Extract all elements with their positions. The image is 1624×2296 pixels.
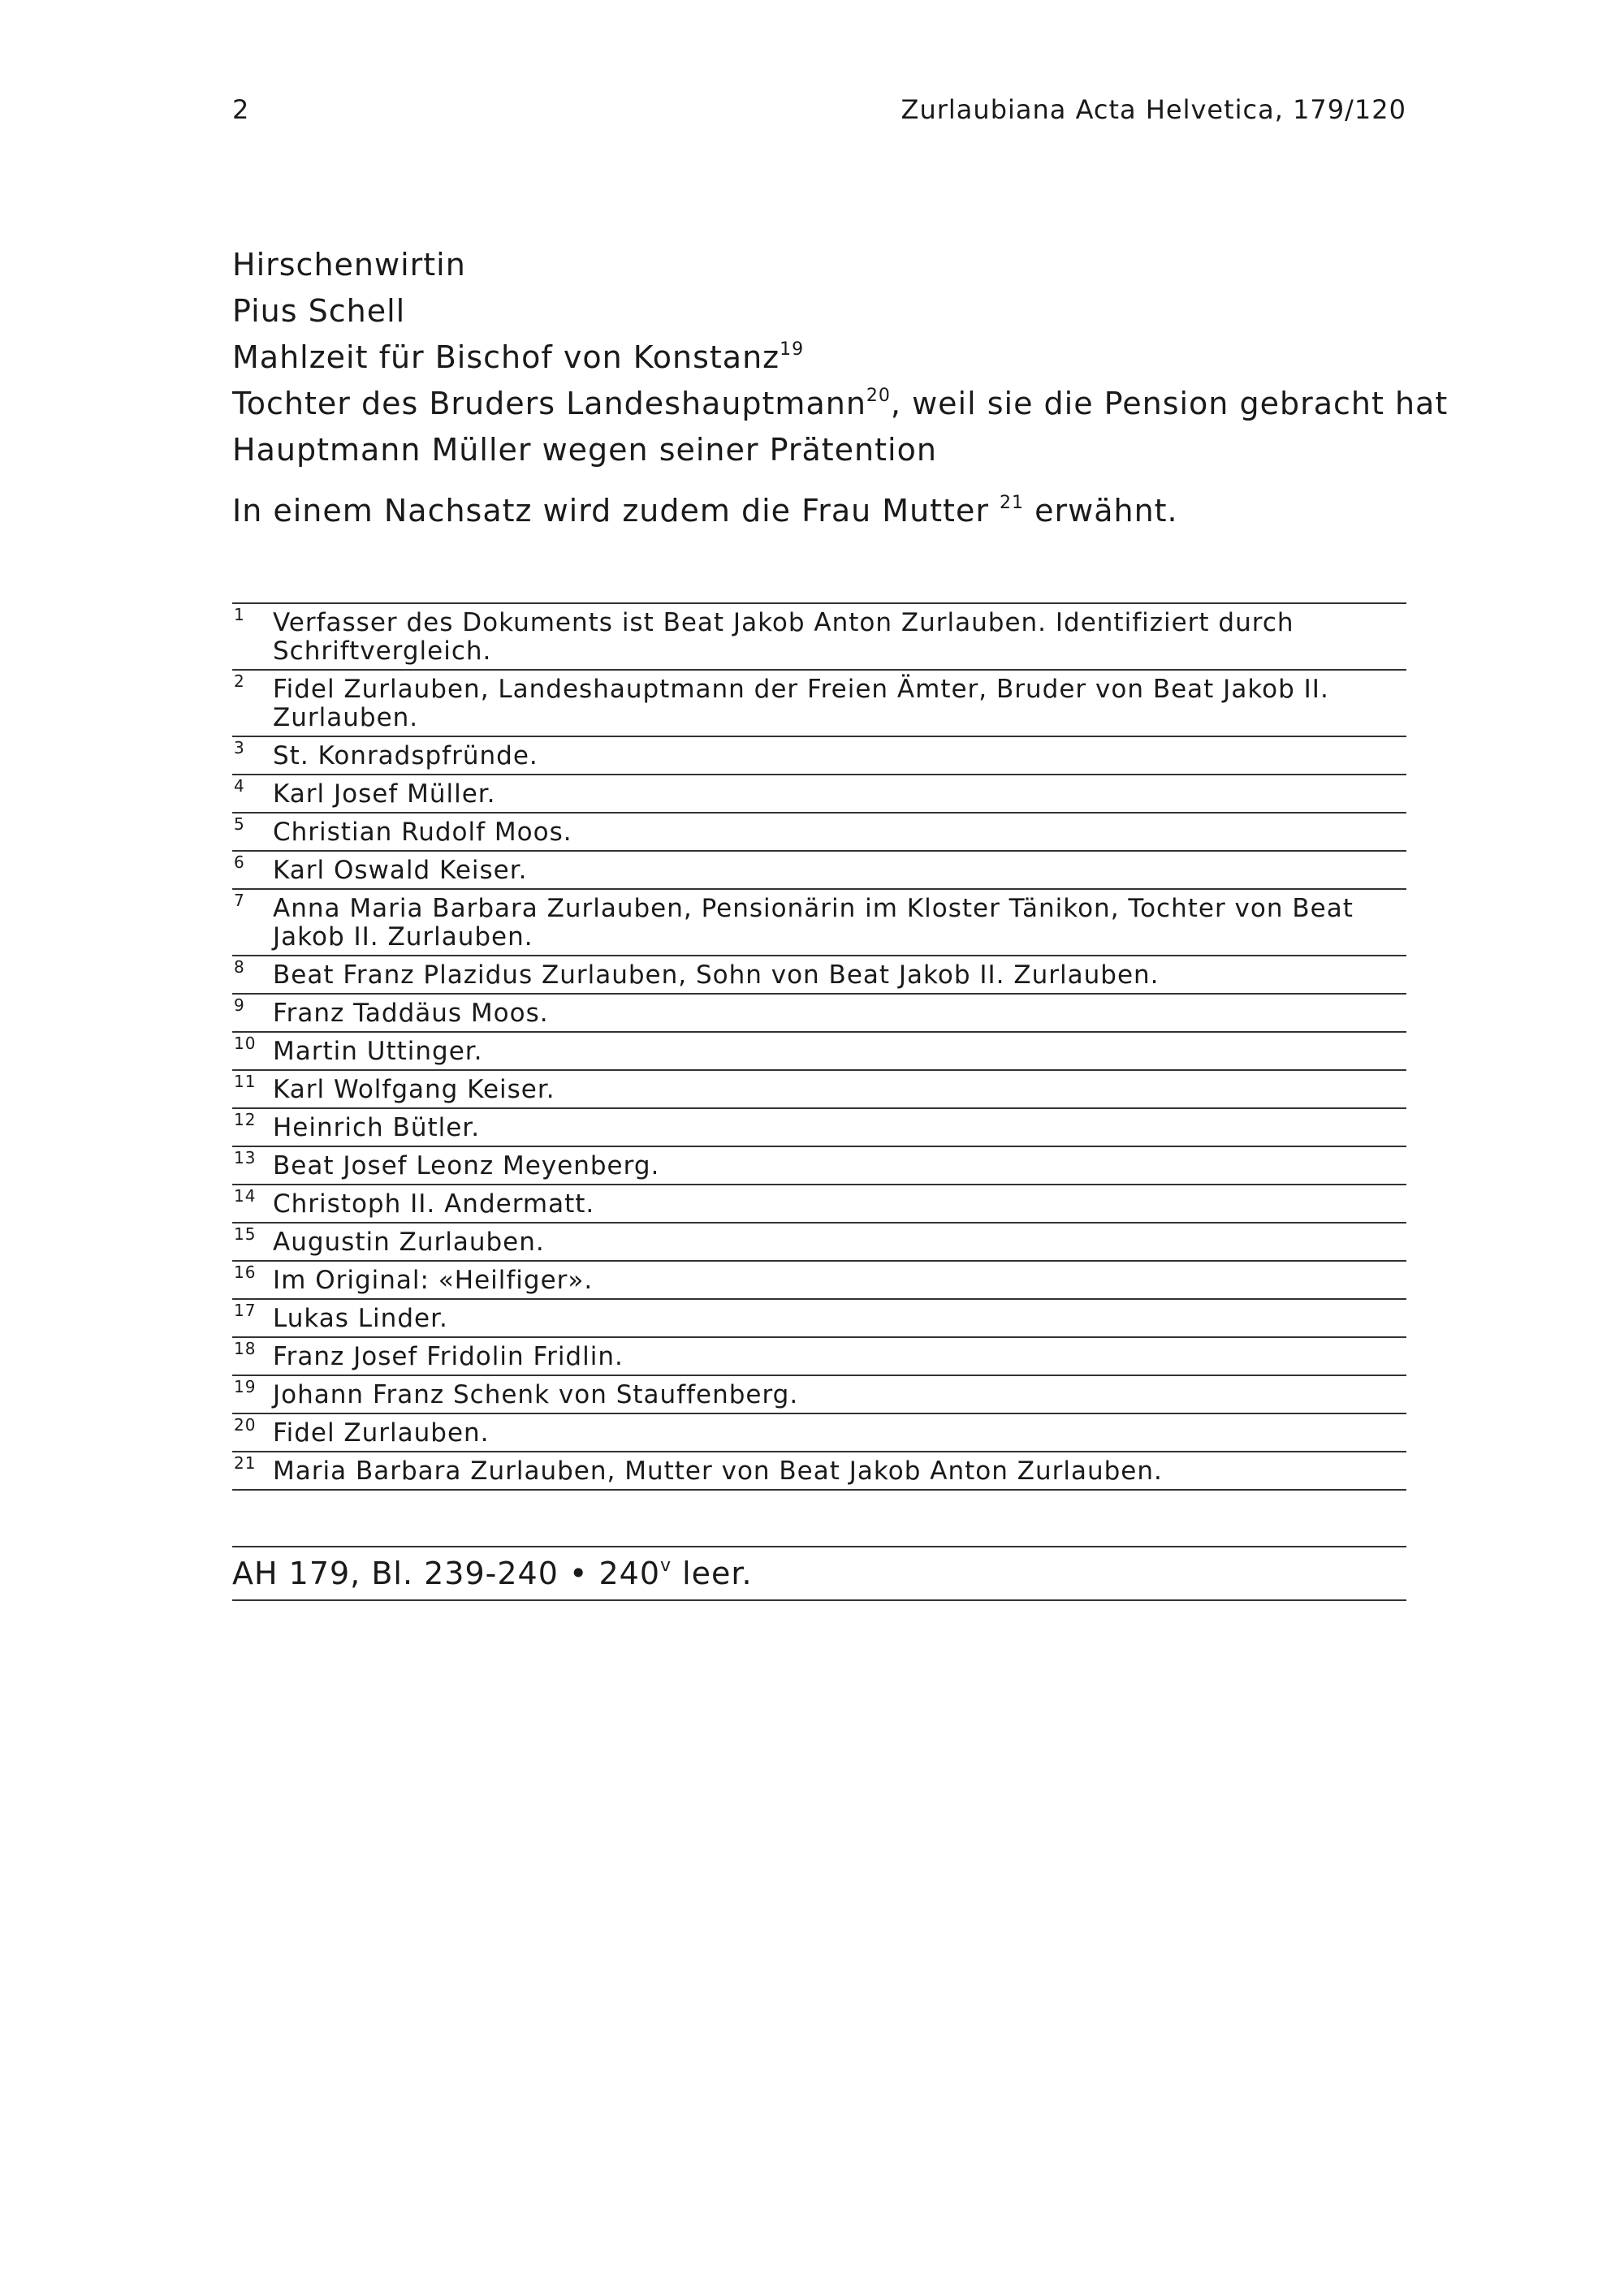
body-line: Hauptmann Müller wegen seiner Prätention [232,432,937,468]
footnote-number: 17 [234,1301,257,1320]
footnote-item [232,1338,1406,1376]
footnote-text: Fidel Zurlauben, Landeshauptmann der Freien Ämter, Bruder von Beat Jakob II. Zurlauben. [273,675,1329,732]
footnote-item [232,1147,1406,1185]
footnote-text: Anna Maria Barbara Zurlauben, Pensionärin im Kloster Tänikon, Tochter von Beat Jakob II. Zurlauben. [273,894,1354,952]
footnote-number: 7 [234,891,245,910]
footnote-item [232,1185,1406,1224]
footnote-text: Lukas Linder. [273,1304,448,1333]
footnote-item [232,890,1406,956]
footnote-item [232,1109,1406,1147]
footnote-number: 5 [234,814,245,834]
footnote-number: 15 [234,1224,257,1244]
source-reference: AH 179, Bl. 239-240 • 240$^v$ leer. [232,1546,1406,1601]
footnote-text: Augustin Zurlauben. [273,1228,545,1257]
body-line: Pius Schell [232,293,406,329]
footnote-item [232,1376,1406,1414]
footnote-text: Beat Franz Plazidus Zurlauben, Sohn von Beat Jakob II. Zurlauben. [273,960,1160,990]
footnote-item [232,1262,1406,1300]
footnote-number: 19 [234,1377,257,1396]
footnote-text: Karl Oswald Keiser. [273,856,528,885]
footnote-text: Maria Barbara Zurlauben, Mutter von Beat Jakob Anton Zurlauben. [273,1457,1163,1486]
footnote-item [232,1224,1406,1262]
footnote-item [232,775,1406,814]
footnote-text: Karl Wolfgang Keiser. [273,1075,555,1104]
footnote-ref: 19 [780,339,805,360]
footnote-number: 13 [234,1148,257,1167]
footnote-text: Beat Josef Leonz Meyenberg. [273,1151,660,1180]
footnote-number: 4 [234,776,245,796]
footnote-item [232,956,1406,995]
footnote-number: 12 [234,1110,257,1129]
footnote-text: Fidel Zurlauben. [273,1418,490,1448]
footnote-number: 14 [234,1186,257,1206]
footnote-text: Karl Josef Müller. [273,779,496,809]
footnote-text: Franz Taddäus Moos. [273,999,549,1028]
footnote-text: Heinrich Bütler. [273,1113,481,1142]
footnote-number: 1 [234,605,245,624]
footnote-ref: 20 [866,386,891,407]
footnote-item [232,604,1406,671]
footnote-text: Christian Rudolf Moos. [273,818,572,847]
footnote-number: 2 [234,671,245,691]
footnote-number: 11 [234,1072,257,1091]
footnote-text: Johann Franz Schenk von Stauffenberg. [273,1380,799,1409]
footnote-text: Christoph II. Andermatt. [273,1189,595,1219]
footnote-number: 9 [234,995,245,1015]
footnote-item [232,671,1406,737]
document-body [232,242,1449,534]
footnote-number: 18 [234,1339,257,1358]
footnote-text: Franz Josef Fridolin Fridlin. [273,1342,624,1371]
footnote-item [232,852,1406,890]
footnote-text: St. Konradspfründe. [273,741,538,770]
footnote-number: 16 [234,1262,257,1282]
footnote-text: Martin Uttinger. [273,1037,483,1066]
page-header [232,94,1406,127]
footnote-item [232,814,1406,852]
postscript-line: In einem Nachsatz wird zudem die Frau Mutter $^{21}$ erwähnt. [232,493,1178,529]
footnote-ref: 21 [1000,493,1025,514]
footnote-number: 10 [234,1034,257,1053]
footnote-item [232,1414,1406,1452]
footnote-item [232,1300,1406,1338]
body-line: Hirschenwirtin [232,247,466,283]
footnote-text: Im Original: «Heilfiger». [273,1266,594,1295]
footnote-item [232,1071,1406,1109]
footnote-number: 20 [234,1415,257,1435]
footnote-number: 21 [234,1453,257,1473]
page-number: 2 [232,94,250,125]
running-title: Zurlaubiana Acta Helvetica, 179/120 [901,94,1406,125]
footnote-number: 3 [234,738,245,757]
footnote-item [232,995,1406,1033]
body-line: Tochter des Bruders Landeshauptmann$^{20}$, weil sie die Pension gebracht hat [232,386,1449,421]
footnote-item [232,1452,1406,1491]
footnotes-section [232,602,1406,1491]
footnote-number: 6 [234,852,245,872]
footnote-item [232,737,1406,775]
footnote-number: 8 [234,957,245,977]
footnote-item [232,1033,1406,1071]
verso-marker: v [660,1556,672,1577]
body-line: Mahlzeit für Bischof von Konstanz$^{19}$ [232,339,805,375]
footnote-text: Verfasser des Dokuments ist Beat Jakob Anton Zurlauben. Identifiziert durch Schriftvergleich. [273,608,1294,666]
